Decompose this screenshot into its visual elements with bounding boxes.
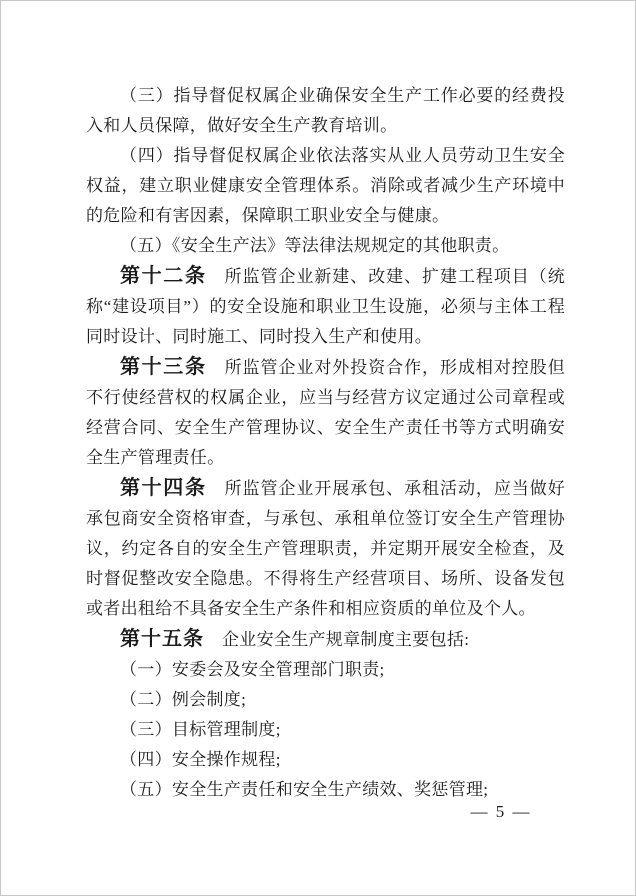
- clause-paragraph-4: （四）指导督促权属企业依法落实从业人员劳动卫生安全权益，建立职业健康安全管理体系。消除或者减少生产环境中的危险和有害因素，保障职工职业安全与健康。: [86, 146, 565, 225]
- article-14-number-label: 第十四条: [120, 477, 207, 499]
- article-14-paragraph: [86, 473, 565, 624]
- page-number: — 5 —: [470, 802, 532, 821]
- list-item-5: （五）安全生产责任和安全生产绩效、奖惩管理;: [120, 780, 489, 799]
- article-12-number-label: 第十二条: [120, 265, 207, 287]
- list-item-4: （四）安全操作规程;: [120, 750, 281, 769]
- article-13-text: 所监管企业对外投资合作，形成相对控股但不行使经营权的权属企业，应当与经营方议定通过公司章程或经营合同、安全生产管理协议、安全生产责任书等方式明确安全生产管理责任。: [86, 358, 566, 467]
- clause-paragraph-3: （三）指导督促权属企业确保安全生产工作必要的经费投入和人员保障，做好安全生产教育培训。: [86, 86, 565, 135]
- clause-paragraph-5: （五）《安全生产法》等法律法规规定的其他职责。: [120, 236, 510, 255]
- article-15-number-label: 第十五条: [120, 628, 204, 650]
- list-item-1: （一）安委会及安全管理部门职责;: [120, 660, 385, 679]
- document-body: [86, 81, 565, 805]
- article-12-paragraph: [86, 261, 565, 352]
- article-14-text: 所监管企业开展承包、承租活动，应当做好承包商安全资格审查，与承包、承租单位签订安全生产管理协议，约定各自的安全生产管理职责，并定期开展安全检查，及时督促整改安全隐患。不得将生产经营项目、场所、设备发包或者出租给不具备安全生产条件和相应资质的单位及个人。: [86, 479, 566, 618]
- article-13-paragraph: [86, 352, 565, 473]
- article-15-text: 企业安全生产规章制度主要包括:: [222, 630, 470, 649]
- list-item-2: （二）例会制度;: [120, 690, 247, 709]
- article-13-number-label: 第十三条: [120, 356, 207, 378]
- list-item-3: （三）目标管理制度;: [120, 720, 281, 739]
- article-15-paragraph: [86, 624, 565, 655]
- article-12-text: 所监管企业新建、改建、扩建工程项目（统称“建设项目”）的安全设施和职业卫生设施，必须与主体工程同时设计、同时施工、同时投入生产和使用。: [86, 267, 566, 346]
